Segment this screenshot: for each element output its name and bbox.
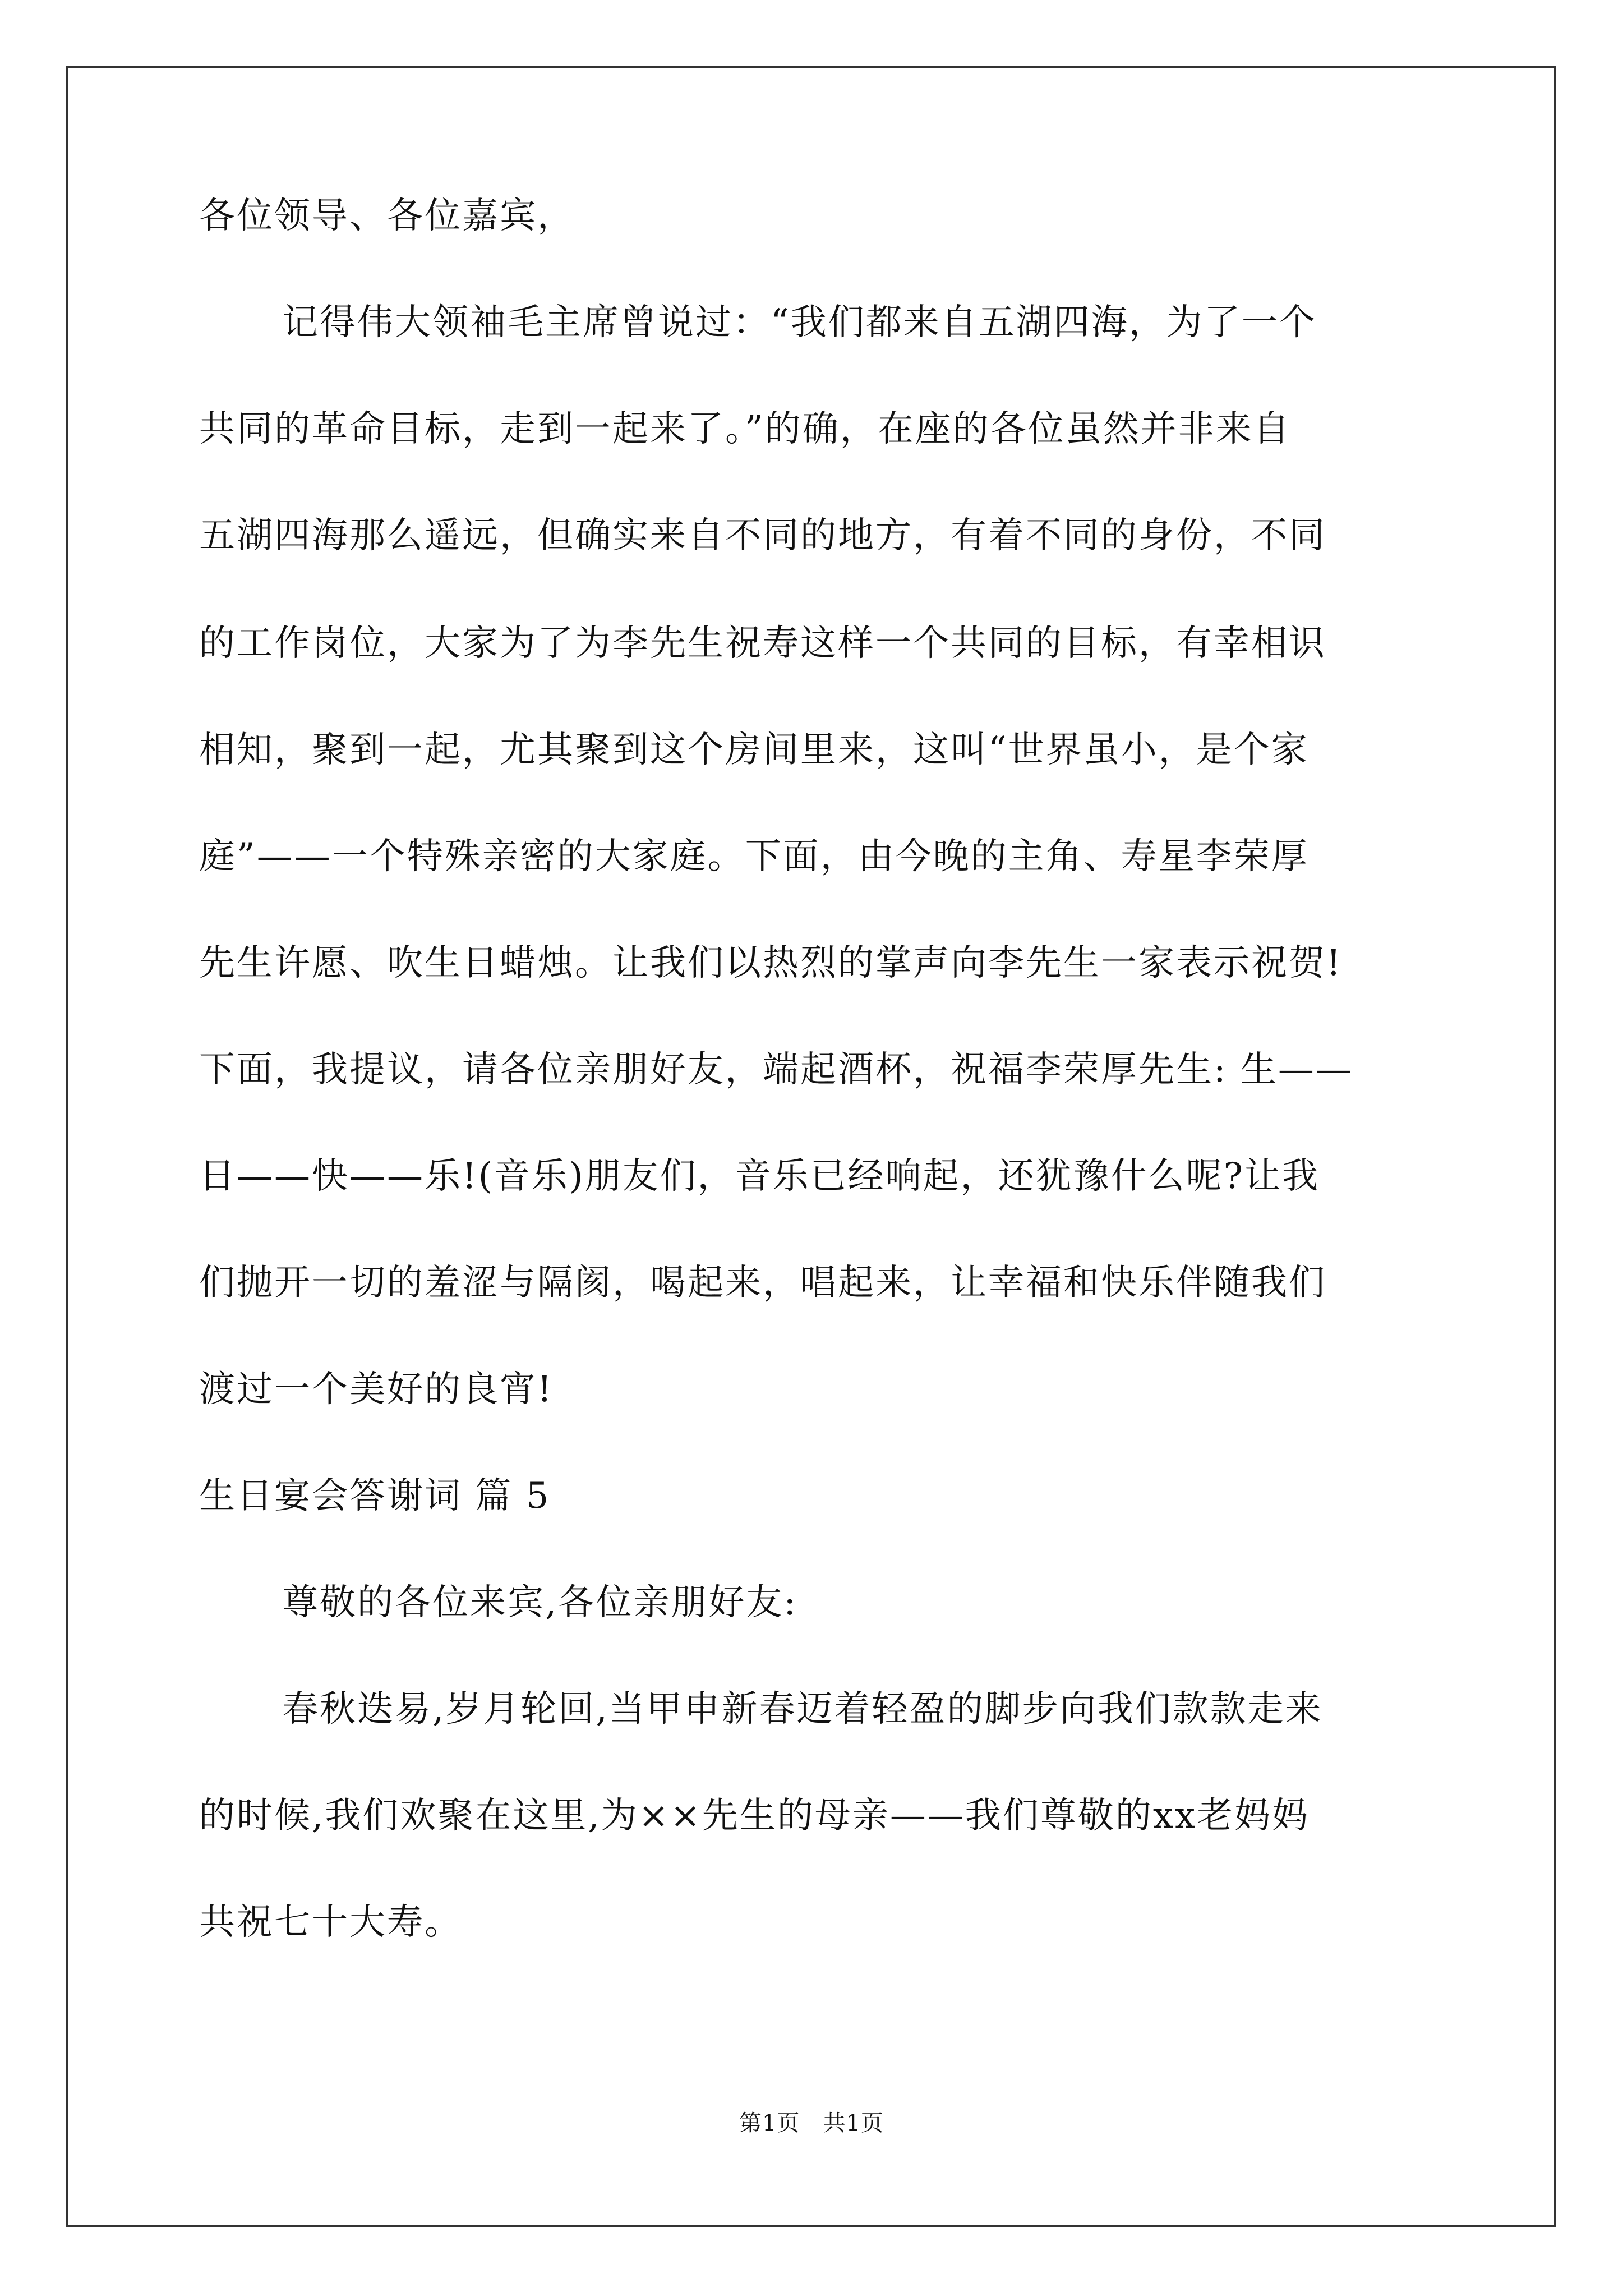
section-heading: 生日宴会答谢词 篇 5 [199, 1475, 551, 1517]
text-line: 的时候,我们欢聚在这里,为××先生的母亲——我们尊敬的xx老妈妈 [199, 1795, 1310, 1837]
text-line: 各位领导、各位嘉宾， [199, 195, 575, 237]
text-line: 相知，聚到一起，尤其聚到这个房间里来，这叫“世界虽小，是个家 [199, 729, 1309, 771]
text-line: 记得伟大领袖毛主席曾说过：“我们都来自五湖四海，为了一个 [282, 302, 1317, 343]
text-line: 共祝七十大寿。 [199, 1902, 462, 1943]
text-line: 的工作岗位，大家为了为李先生祝寿这样一个共同的目标，有幸相识 [199, 623, 1326, 664]
page-footer: 第1页 共1页 [739, 2110, 884, 2136]
text-line: 们抛开一切的羞涩与隔阂，喝起来，唱起来，让幸福和快乐伴随我们 [199, 1262, 1326, 1304]
text-line: 下面，我提议，请各位亲朋好友，端起酒杯，祝福李荣厚先生: 生—— [199, 1049, 1353, 1091]
text-line: 春秋迭易,岁月轮回,当甲申新春迈着轻盈的脚步向我们款款走来 [282, 1688, 1323, 1730]
text-line: 日——快——乐!(音乐)朋友们，音乐已经响起，还犹豫什么呢?让我 [199, 1156, 1320, 1197]
text-line: 先生许愿、吹生日蜡烛。让我们以热烈的掌声向李先生一家表示祝贺! [199, 942, 1343, 984]
text-line: 渡过一个美好的良宵! [199, 1369, 554, 1410]
text-line: 庭”——一个特殊亲密的大家庭。下面，由今晚的主角、寿星李荣厚 [199, 836, 1309, 877]
text-line: 共同的革命目标，走到一起来了。”的确，在座的各位虽然并非来自 [199, 408, 1291, 450]
text-line: 尊敬的各位来宾,各位亲朋好友: [282, 1582, 797, 1623]
text-line: 五湖四海那么遥远，但确实来自不同的地方，有着不同的身份，不同 [199, 515, 1326, 556]
